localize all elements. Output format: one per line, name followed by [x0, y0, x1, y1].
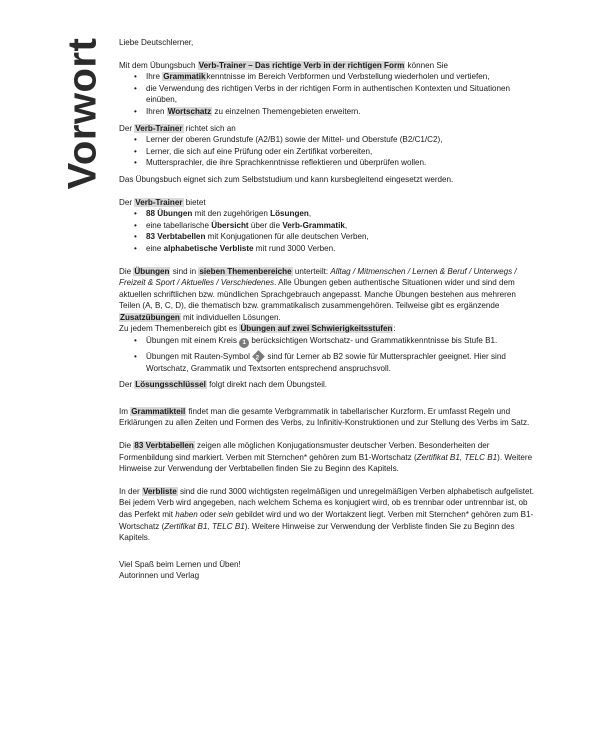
solutions-paragraph: Der Lösungsschlüssel folgt direkt nach dem Übungsteil.: [119, 380, 328, 390]
grammar-paragraph: Im Grammatikteil findet man die gesamte Verbgrammatik in tabellarischer Kurzform. Er umfasst Regeln und Erklärungen zu allen Zeiten und Formen des Verbs, zu Infinitiv-Konstruktionen und zur Stellung des Verbs im Satz.: [119, 406, 530, 428]
list-item: • Lerner, die sich auf eine Prüfung oder ein Zertifikat vorbereiten,: [134, 146, 539, 158]
closing: [119, 559, 539, 582]
closing-line: Viel Spaß beim Lernen und Üben!: [119, 559, 241, 569]
document-body: [119, 37, 539, 587]
closing-signature: Autorinnen und Verlag: [119, 571, 200, 581]
list-item: • Ihre Grammatikkenntnisse im Bereich Verbformen und Verbstellung wiederholen und vertiefen,: [134, 71, 539, 83]
list-item: • Muttersprachler, die ihre Sprachkenntnisse reflektieren und überprüfen wollen.: [134, 157, 539, 169]
list-item: • Ihren Wortschatz zu einzelnen Themengebieten erweitern.: [134, 106, 539, 118]
list-item: • die Verwendung des richtigen Verbs in der richtigen Form in authentischen Kontexten und Situationen einüben,: [134, 83, 539, 106]
list-item: • 83 Verbtabellen mit Konjugationen für alle deutschen Verben,: [134, 231, 539, 243]
intro-list: [119, 71, 539, 117]
greeting: Liebe Deutschlerner,: [119, 38, 194, 47]
list-item: • Übungen mit Rauten-Symbol 2 sind für Lerner ab B2 sowie für Muttersprachler geeignet. Hier sind Wortschatz, Grammatik und Textsorten entsprechend anspruchsvoll.: [134, 351, 539, 374]
verb-list-paragraph: In der Verbliste sind die rund 3000 wichtigsten regelmäßigen und unregelmäßigen Verben alphabetisch aufgelistet. Bei jedem Verb wird angegeben, nach welchem Schema es konjugiert wird, ob es trennbar oder untrennbar ist, ob das Perfekt mit haben oder sein gebildet wird und wo der Wortakzent liegt. Verben mit Sternchen* gehören zum B1-Wortschatz (Zertifikat B1, TELC B1). Weitere Hinweise zur Verwendung der Verbliste finden Sie zu Beginn des Kapitels.: [119, 486, 535, 543]
list-item: • Lerner der oberen Grundstufe (A2/B1) sowie der Mittel- und Oberstufe (B2/C1/C2),: [134, 134, 539, 146]
list-item: • Übungen mit einem Kreis 1 berücksichtigen Wortschatz- und Grammatikkenntnisse bis Stufe B1.: [134, 335, 539, 348]
exercises-paragraph: Die Übungen sind in sieben Themenbereiche unterteilt: Alltag / Mitmenschen / Lernen & Beruf / Unterwegs / Freizeit & Sport / Aktuelles / Verschiedenes. Alle Übungen geben authentische Situationen wider und sind dem aktuellen schriftlichen bzw. mündlichen Sprachgebrauch angepasst. Manche Übungen bestehen aus mehreren Teilen (A, B, C, D), die thematisch bzw. grammatikalisch zusammengehören. Teilweise gibt es ergänzende Zusatzübungen mit individuellen Lösungen. Zu jedem Themenbereich gibt es Übungen auf zwei Schwierigkeitsstufen:: [119, 266, 517, 334]
circle-level-icon: 1: [239, 338, 249, 348]
book-title: Verb-Trainer – Das richtige Verb in der richtigen Form: [198, 60, 405, 70]
list-item: • eine alphabetische Verbliste mit rund 3000 Verben.: [134, 243, 539, 255]
side-title: [58, 38, 108, 188]
list-item: • eine tabellarische Übersicht über die Verb-Grammatik,: [134, 220, 539, 232]
self-study-paragraph: Das Übungsbuch eignet sich zum Selbststudium und kann kursbegleitend eingesetzt werden.: [119, 174, 454, 184]
levels-list: [119, 335, 539, 374]
side-title-text: Vorwort: [60, 37, 105, 189]
target-paragraph: Der Verb-Trainer richtet sich an: [119, 123, 236, 133]
target-list: [119, 134, 539, 169]
offers-paragraph: Der Verb-Trainer bietet: [119, 197, 206, 207]
intro-paragraph: Mit dem Übungsbuch Verb-Trainer – Das richtige Verb in der richtigen Form können Sie: [119, 60, 449, 70]
verb-tables-paragraph: Die 83 Verbtabellen zeigen alle möglichen Konjugationsmuster deutscher Verben. Besonderheiten der Formenbildung sind markiert. Verben mit Sternchen* gehören zum B1-Wortschatz (Zertifikat B1, TELC B1). Weitere Hinweise zur Verwendung der Verbtabellen finden Sie zu Beginn des Kapitels.: [119, 441, 533, 474]
offers-list: [119, 208, 539, 254]
list-item: • 88 Übungen mit den zugehörigen Lösungen,: [134, 208, 539, 220]
diamond-level-icon: 2: [252, 350, 265, 363]
